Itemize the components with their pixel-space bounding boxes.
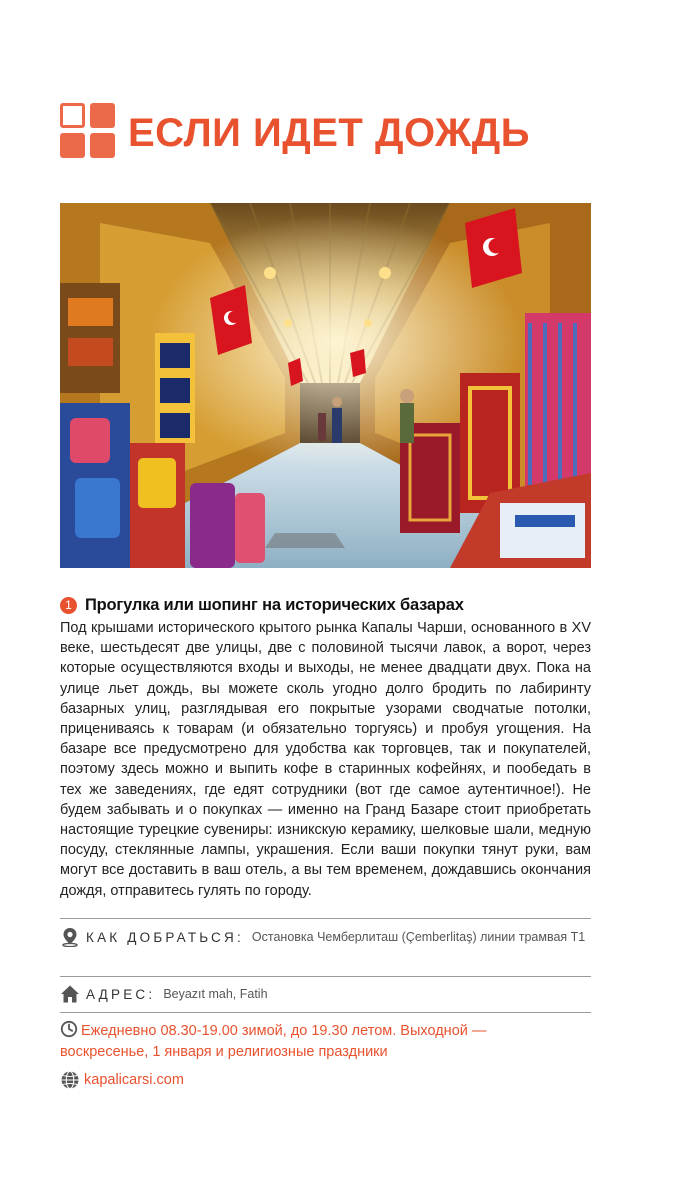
page-title: ЕСЛИ ИДЕТ ДОЖДЬ [128, 111, 530, 155]
section-heading: Прогулка или шопинг на исторических базарах [85, 595, 464, 614]
divider [60, 918, 591, 919]
location-pin-icon [60, 927, 80, 947]
divider [60, 976, 591, 977]
address-row [60, 981, 591, 1007]
number-badge: 1 [60, 597, 77, 614]
section-body: Под крышами исторического крытого рынка Капалы Чарши, основанного в XV веке, шестьдесят две улицы, две с половиной тысячи лавок, а ворот, через которые осуществляются входы и выходы, не менее двадцати двух. Пока на улице льет дождь, вы можете сколь угодно долго бродить по лабиринту базарных улиц, разглядывая его покрытые узорами сводчатые потолки, прицениваясь к товарам (и обязательно торгуясь) и пробуя угощения. На базаре все предусмотрено для удобства как торговцев, так и покупателей, поэтому здесь можно и выпить кофе в старинных кофейнях, и пообедать в тех же заведениях, где едят сотрудники (вот где самое аутентичное!). Не будем забывать и о покупках — именно на Гранд Базаре стоит приобретать настоящие турецкие сувениры: изникскую керамику, шелковые шали, медную посуду, стеклянные лампы, украшения. Если ваши покупки тянут руки, вам могут все доставить в ваш отель, а вы тем временем, дождавшись окончания дождя, отправитесь гулять по городу. [60, 620, 591, 899]
divider [60, 1012, 591, 1013]
directions-row [60, 924, 591, 950]
address-value: Beyazıt mah, Fatih [163, 987, 268, 1001]
hours-line-1 [60, 1020, 591, 1042]
attraction-section [60, 594, 591, 901]
grid-logo-icon [60, 103, 116, 159]
website-link[interactable]: kapalicarsi.com [84, 1072, 184, 1088]
directions-label: КАК ДОБРАТЬСЯ: [86, 929, 244, 945]
address-label: АДРЕС: [86, 986, 156, 1002]
clock-icon [60, 1020, 78, 1038]
directions-value: Остановка Чемберлиташ (Çemberlitaş) линии трамвая Т1 [251, 930, 586, 944]
hours-text-1: Ежедневно 08.30-19.00 зимой, до 19.30 летом. Выходной — [81, 1023, 487, 1039]
opening-hours [60, 1020, 591, 1063]
home-icon [60, 984, 80, 1004]
section-title-row [60, 594, 591, 616]
website-row [60, 1069, 184, 1091]
bazaar-photo [60, 203, 591, 568]
hours-line-2: воскресенье, 1 января и религиозные праздники [60, 1044, 388, 1060]
globe-icon [60, 1070, 80, 1090]
